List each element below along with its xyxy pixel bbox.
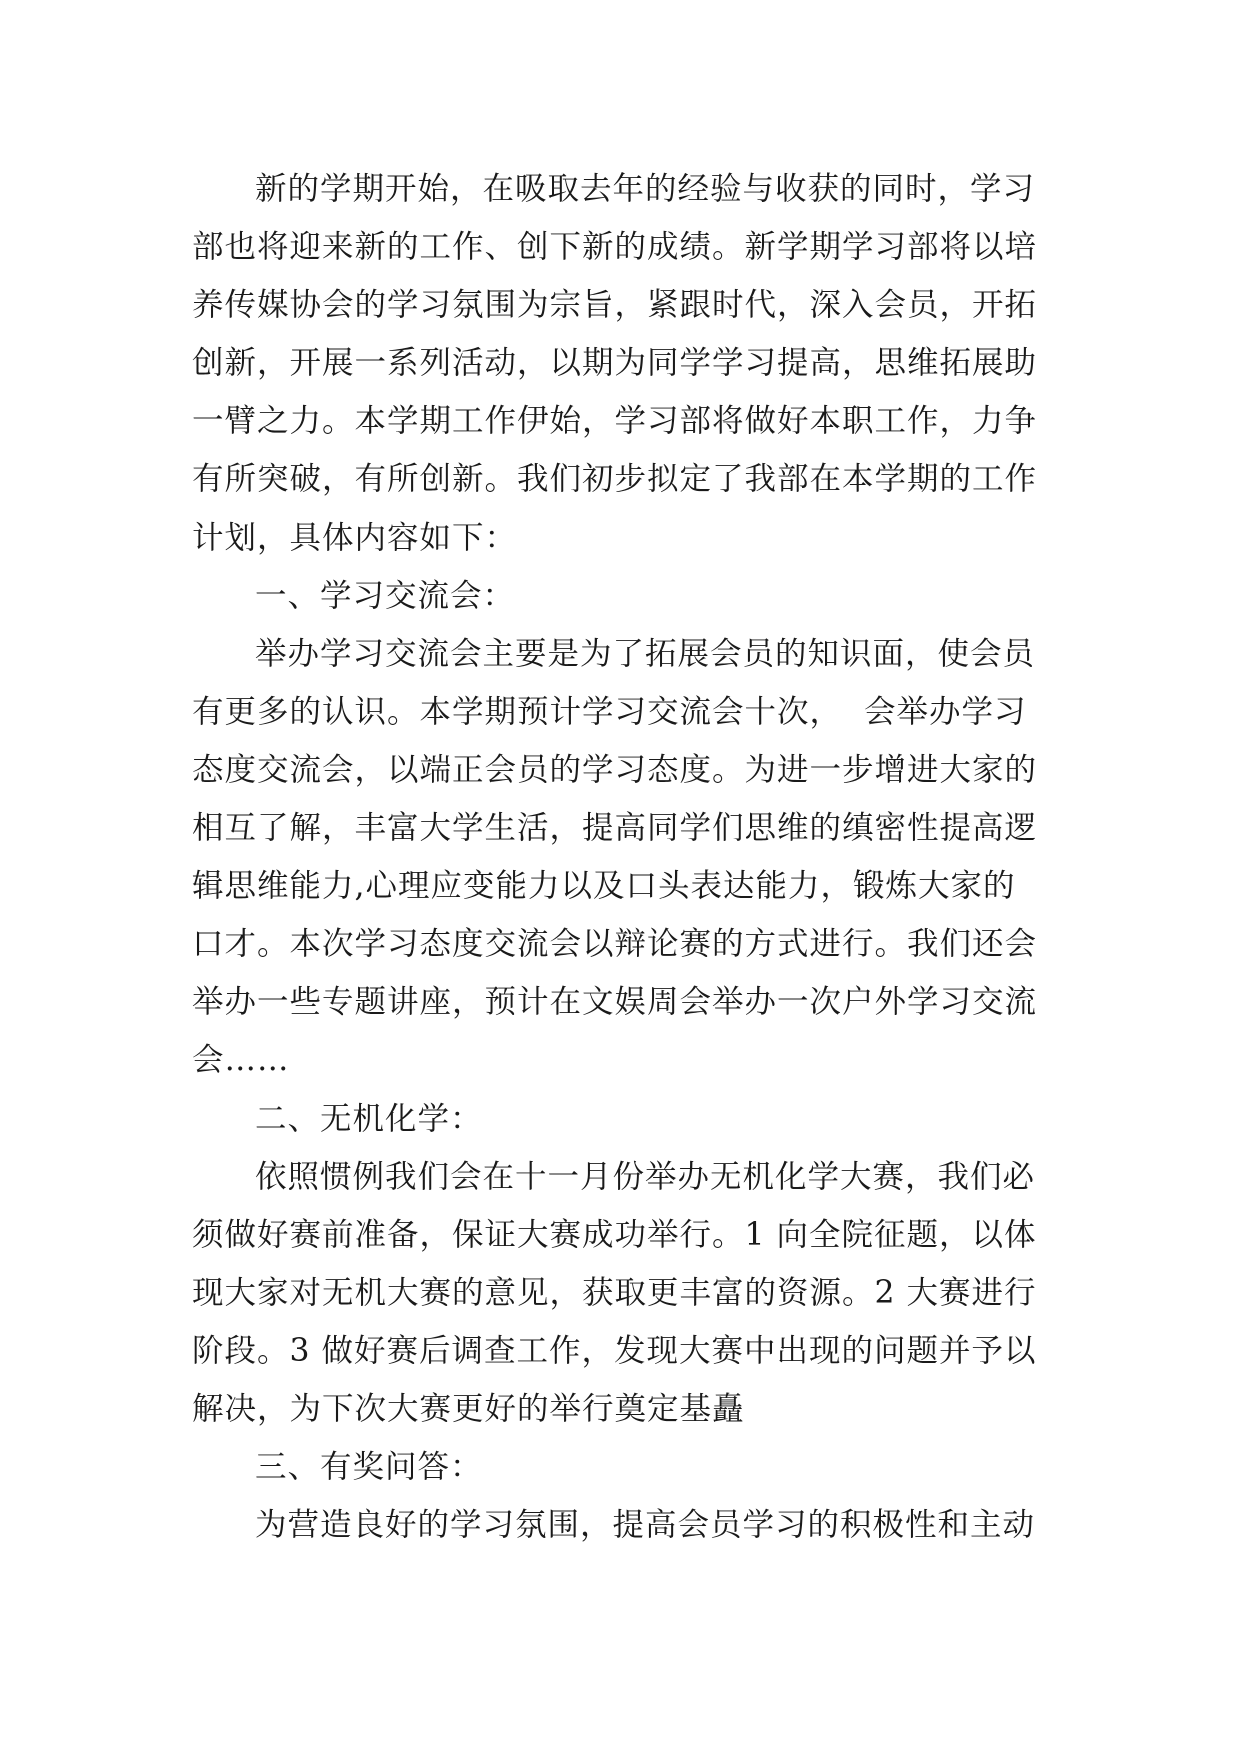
paragraph-line: 养传媒协会的学习氛围为宗旨，紧跟时代，深入会员，开拓: [192, 287, 1038, 324]
paragraph-line: 现大家对无机大赛的意见，获取更丰富的资源。2 大赛进行: [192, 1274, 1037, 1311]
paragraph-line: 相互了解，丰富大学生活，提高同学们思维的缜密性提高逻: [192, 810, 1038, 847]
paragraph-line: 会……: [192, 1042, 290, 1079]
paragraph-line: 须做好赛前准备，保证大赛成功举行。1 向全院征题，以体: [192, 1216, 1037, 1253]
paragraph-line: 有更多的认识。本学期预计学习交流会十次， 会举办学习: [192, 693, 1027, 730]
section-heading: 二、无机化学：: [255, 1100, 483, 1137]
section-heading: 三、有奖问答：: [255, 1449, 483, 1486]
paragraph-line: 依照惯例我们会在十一月份举办无机化学大赛，我们必: [255, 1158, 1036, 1195]
paragraph-line: 口才。本次学习态度交流会以辩论赛的方式进行。我们还会: [192, 926, 1038, 963]
paragraph-line: 辑思维能力,心理应变能力以及口头表达能力，锻炼大家的: [192, 868, 1016, 905]
section-heading: 一、学习交流会：: [255, 577, 516, 614]
document-body: [192, 160, 1052, 1554]
paragraph-line: 举办学习交流会主要是为了拓展会员的知识面，使会员: [255, 635, 1036, 672]
paragraph-line: 态度交流会，以端正会员的学习态度。为进一步增进大家的: [192, 751, 1038, 788]
paragraph-line: 创新，开展一系列活动，以期为同学学习提高，思维拓展助: [192, 345, 1038, 382]
paragraph-line: 一臂之力。本学期工作伊始，学习部将做好本职工作，力争: [192, 403, 1038, 440]
paragraph-line: 新的学期开始，在吸取去年的经验与收获的同时，学习: [255, 171, 1036, 207]
paragraph-line: 有所突破，有所创新。我们初步拟定了我部在本学期的工作: [192, 461, 1038, 498]
paragraph-line: 解决，为下次大赛更好的举行奠定基矗: [192, 1390, 745, 1427]
paragraph-line: 部也将迎来新的工作、创下新的成绩。新学期学习部将以培: [192, 229, 1038, 266]
paragraph-line: 为营造良好的学习氛围，提高会员学习的积极性和主动: [255, 1507, 1036, 1544]
paragraph-line: 阶段。3 做好赛后调查工作，发现大赛中出现的问题并予以: [192, 1332, 1037, 1369]
paragraph-line: 举办一些专题讲座，预计在文娱周会举办一次户外学习交流: [192, 984, 1038, 1021]
paragraph-line: 计划，具体内容如下：: [192, 519, 518, 556]
